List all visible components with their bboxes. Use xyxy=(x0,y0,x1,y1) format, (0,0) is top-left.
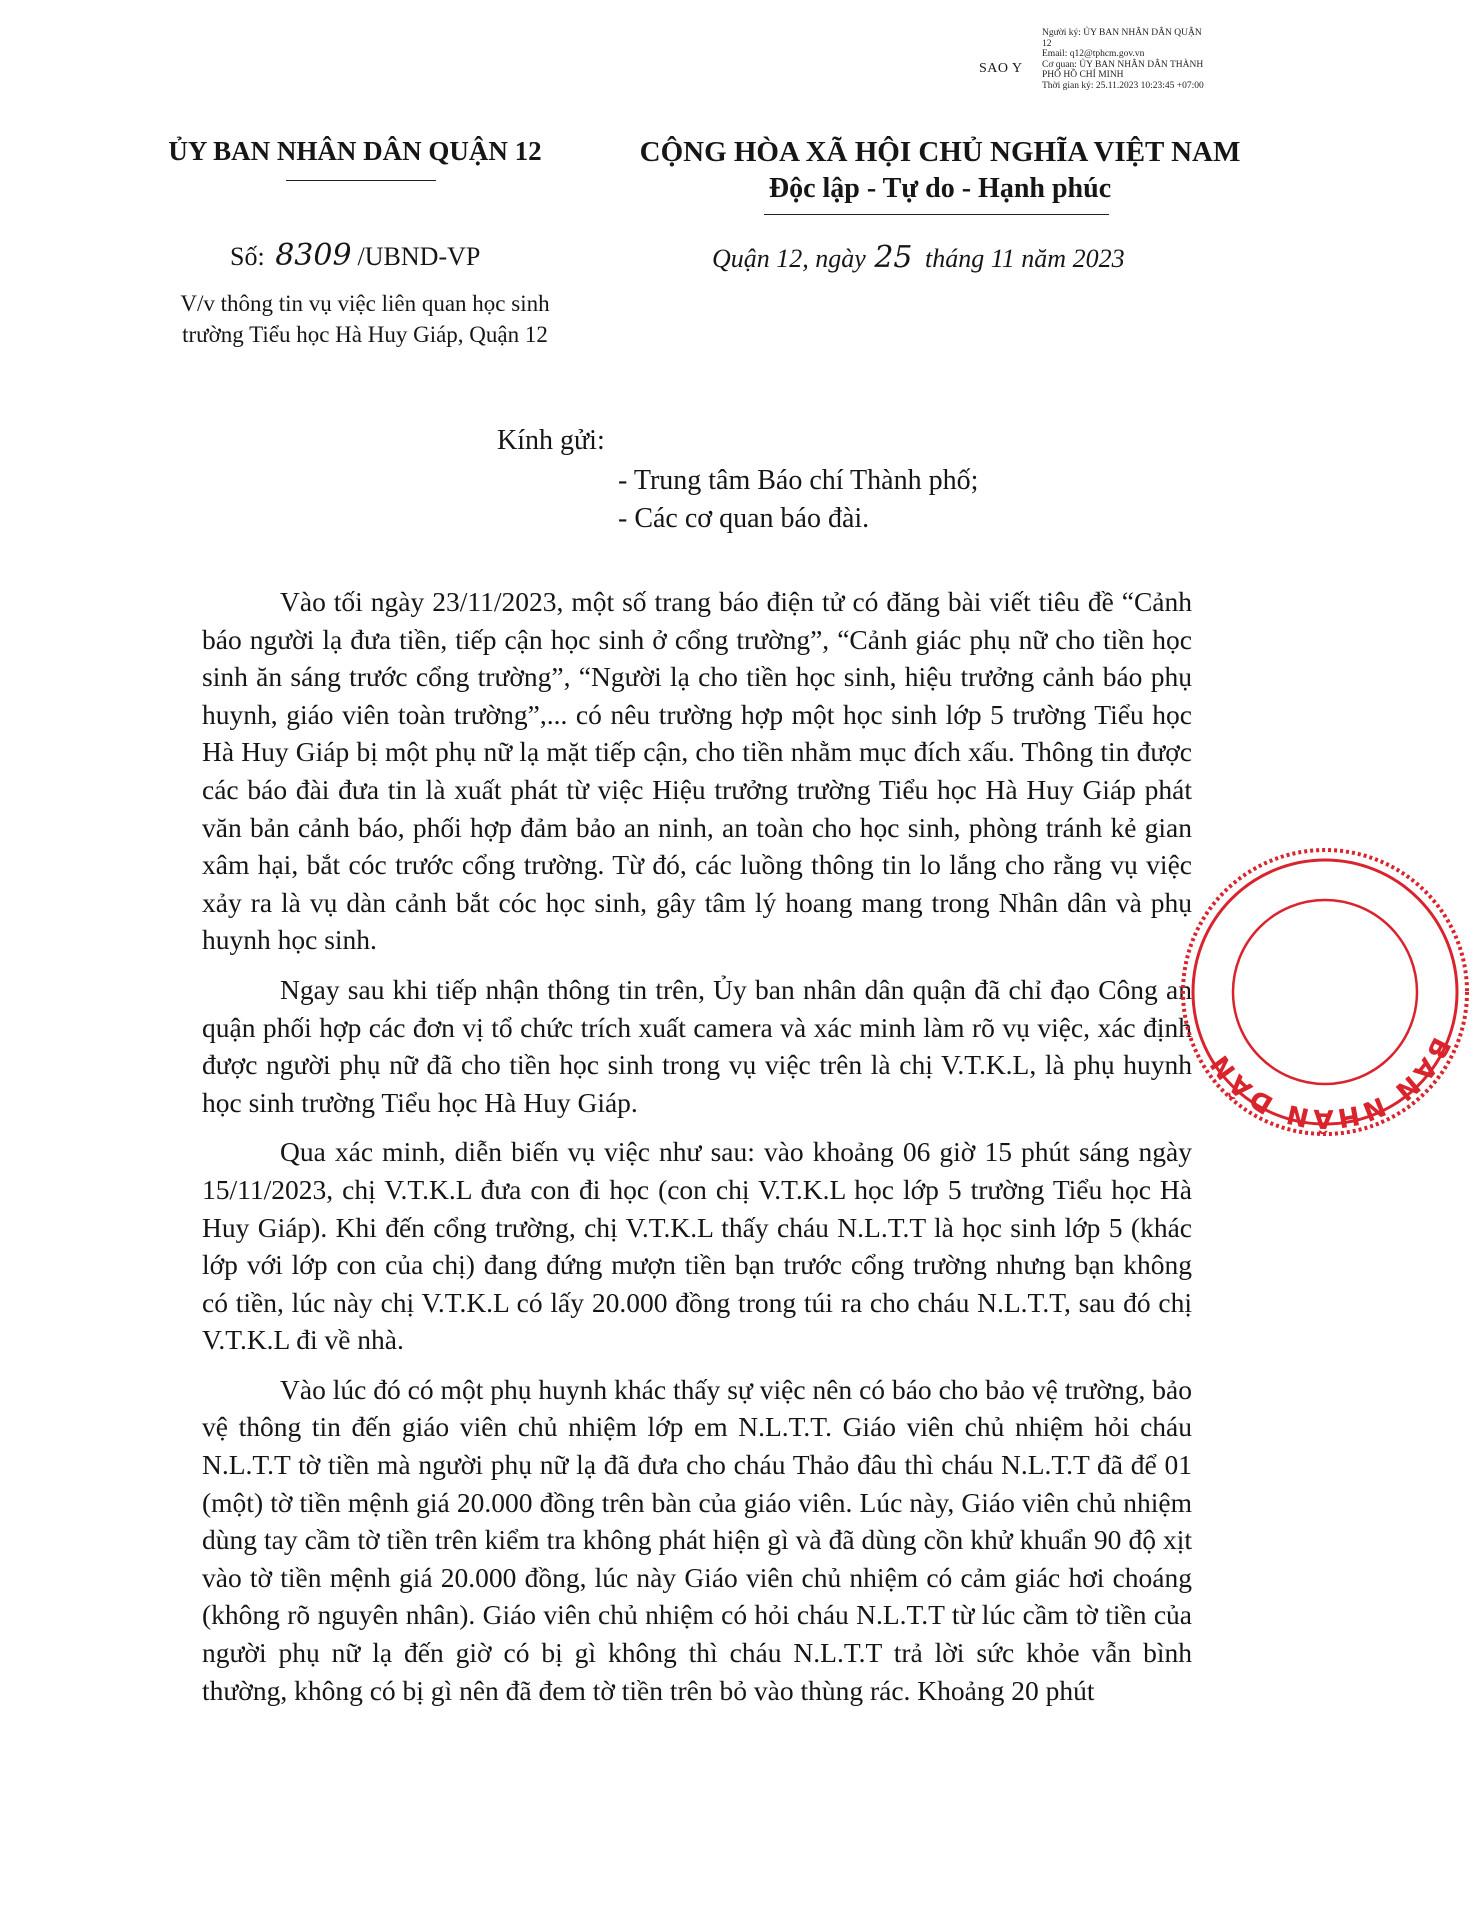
signature-line: PHỐ HỒ CHÍ MINH xyxy=(1042,70,1124,81)
document-body xyxy=(202,583,1192,1721)
document-number-handwritten: 8309 xyxy=(275,238,352,273)
body-paragraph: Qua xác minh, diễn biến vụ việc như sau: vào khoảng 06 giờ 15 phút sáng ngày 15/11/2023, chị V.T.K.L đưa con đi học (con chị V.T.K.L học lớp 5 trường Tiểu học Hà Huy Giáp). Khi đến cổng trường, chị V.T.K.L thấy cháu N.L.T.T là học sinh lớp 5 (khác lớp với lớp con của chị) đang đứng mượn tiền bạn trước cổng trường nhưng bạn không có tiền, lúc này chị V.T.K.L có lấy 20.000 đồng trong túi ra cho cháu N.L.T.T, sau đó chị V.T.K.L đi về nhà. xyxy=(202,1136,1192,1356)
recipient-item: - Các cơ quan báo đài. xyxy=(618,503,870,534)
svg-text:BAN NHÂN DÂN: BAN NHÂN DÂN xyxy=(1203,1032,1456,1134)
document-number xyxy=(230,238,480,273)
motto-underline xyxy=(764,214,1109,215)
recipients-greeting: Kính gửi: xyxy=(497,425,605,456)
copy-label: SAO Y xyxy=(979,61,1023,76)
date-suffix: tháng 11 năm 2023 xyxy=(925,244,1125,273)
agency-underline xyxy=(286,180,436,181)
document-subject xyxy=(130,288,600,350)
digital-signature-info xyxy=(1042,28,1282,92)
recipient-item: - Trung tâm Báo chí Thành phố; xyxy=(618,465,979,496)
document-number-prefix: Số: xyxy=(230,242,265,271)
recipients-list xyxy=(618,462,978,538)
national-motto: Độc lập - Tự do - Hạnh phúc xyxy=(768,173,1112,204)
official-seal-stamp xyxy=(1175,842,1475,1142)
place-and-date xyxy=(712,240,1125,275)
signature-line: Người ký: ỦY BAN NHÂN DÂN QUẬN xyxy=(1042,28,1202,38)
document-number-suffix: /UBND-VP xyxy=(357,242,481,271)
body-paragraph: Ngay sau khi tiếp nhận thông tin trên, Ủy ban nhân dân quận đã chỉ đạo Công an quận phối hợp các đơn vị tổ chức trích xuất camera và xác minh làm rõ vụ việc, xác định được người phụ nữ đã cho tiền học sinh trong vụ việc trên là chị V.T.K.L, là phụ huynh học sinh trường Tiểu học Hà Huy Giáp. xyxy=(202,973,1192,1118)
issuing-agency: ỦY BAN NHÂN DÂN QUẬN 12 xyxy=(168,136,542,166)
body-paragraph: Vào tối ngày 23/11/2023, một số trang báo điện tử có đăng bài viết tiêu đề “Cảnh báo người lạ đưa tiền, tiếp cận học sinh ở cổng trường”, “Cảnh giác phụ nữ cho tiền học sinh ăn sáng trước cổng trường”, “Người lạ cho tiền học sinh, hiệu trưởng cảnh báo phụ huynh, giáo viên toàn trường”,... có nêu trường hợp một học sinh lớp 5 trường Tiểu học Hà Huy Giáp bị một phụ nữ lạ mặt tiếp cận, cho tiền nhằm mục đích xấu. Thông tin được các báo đài đưa tin là xuất phát từ việc Hiệu trưởng trường Tiểu học Hà Huy Giáp phát văn bản cảnh báo, phối hợp đảm bảo an ninh, an toàn cho học sinh, phòng tránh kẻ gian xâm hại, bắt cóc trước cổng trường. Từ đó, các luồng thông tin lo lắng cho rằng vụ việc xảy ra là vụ dàn cảnh bắt cóc học sinh, gây tâm lý hoang mang trong Nhân dân và phụ huynh học sinh. xyxy=(202,586,1192,956)
subject-line: trường Tiểu học Hà Huy Giáp, Quận 12 xyxy=(182,322,548,347)
subject-line: V/v thông tin vụ việc liên quan học sinh xyxy=(180,291,550,316)
signature-line: Thời gian ký: 25.11.2023 10:23:45 +07:00 xyxy=(1042,80,1204,91)
date-prefix: Quận 12, ngày xyxy=(712,244,866,273)
signature-line: 12 xyxy=(1042,38,1052,49)
national-title: CỘNG HÒA XÃ HỘI CHỦ NGHĨA VIỆT NAM xyxy=(639,136,1241,168)
body-paragraph: Vào lúc đó có một phụ huynh khác thấy sự việc nên có báo cho bảo vệ trường, bảo vệ thông tin đến giáo viên chủ nhiệm lớp em N.L.T.T. Giáo viên chủ nhiệm hỏi cháu N.L.T.T tờ tiền mà người phụ nữ lạ đã đưa cho cháu Thảo đâu thì cháu N.L.T.T đã để 01 (một) tờ tiền mệnh giá 20.000 đồng trên bàn của giáo viên. Lúc này, Giáo viên chủ nhiệm dùng tay cầm tờ tiền trên kiểm tra không phát hiện gì và đã dùng cồn khử khuẩn 90 độ xịt vào tờ tiền mệnh giá 20.000 đồng, lúc này Giáo viên chủ nhiệm có cảm giác hơi choáng (không rõ nguyên nhân). Giáo viên chủ nhiệm có hỏi cháu N.L.T.T từ lúc cầm tờ tiền của người phụ nữ lạ đến giờ có bị gì không thì cháu N.L.T.T trả lời sức khỏe vẫn bình thường, không có bị gì nên đã đem tờ tiền trên bỏ vào thùng rác. Khoảng 20 phút xyxy=(202,1373,1192,1706)
date-day-handwritten: 25 xyxy=(874,240,913,275)
signature-line: Email: q12@tphcm.gov.vn xyxy=(1042,49,1145,60)
signature-line: Cơ quan: ỦY BAN NHÂN DÂN THÀNH xyxy=(1042,59,1204,70)
